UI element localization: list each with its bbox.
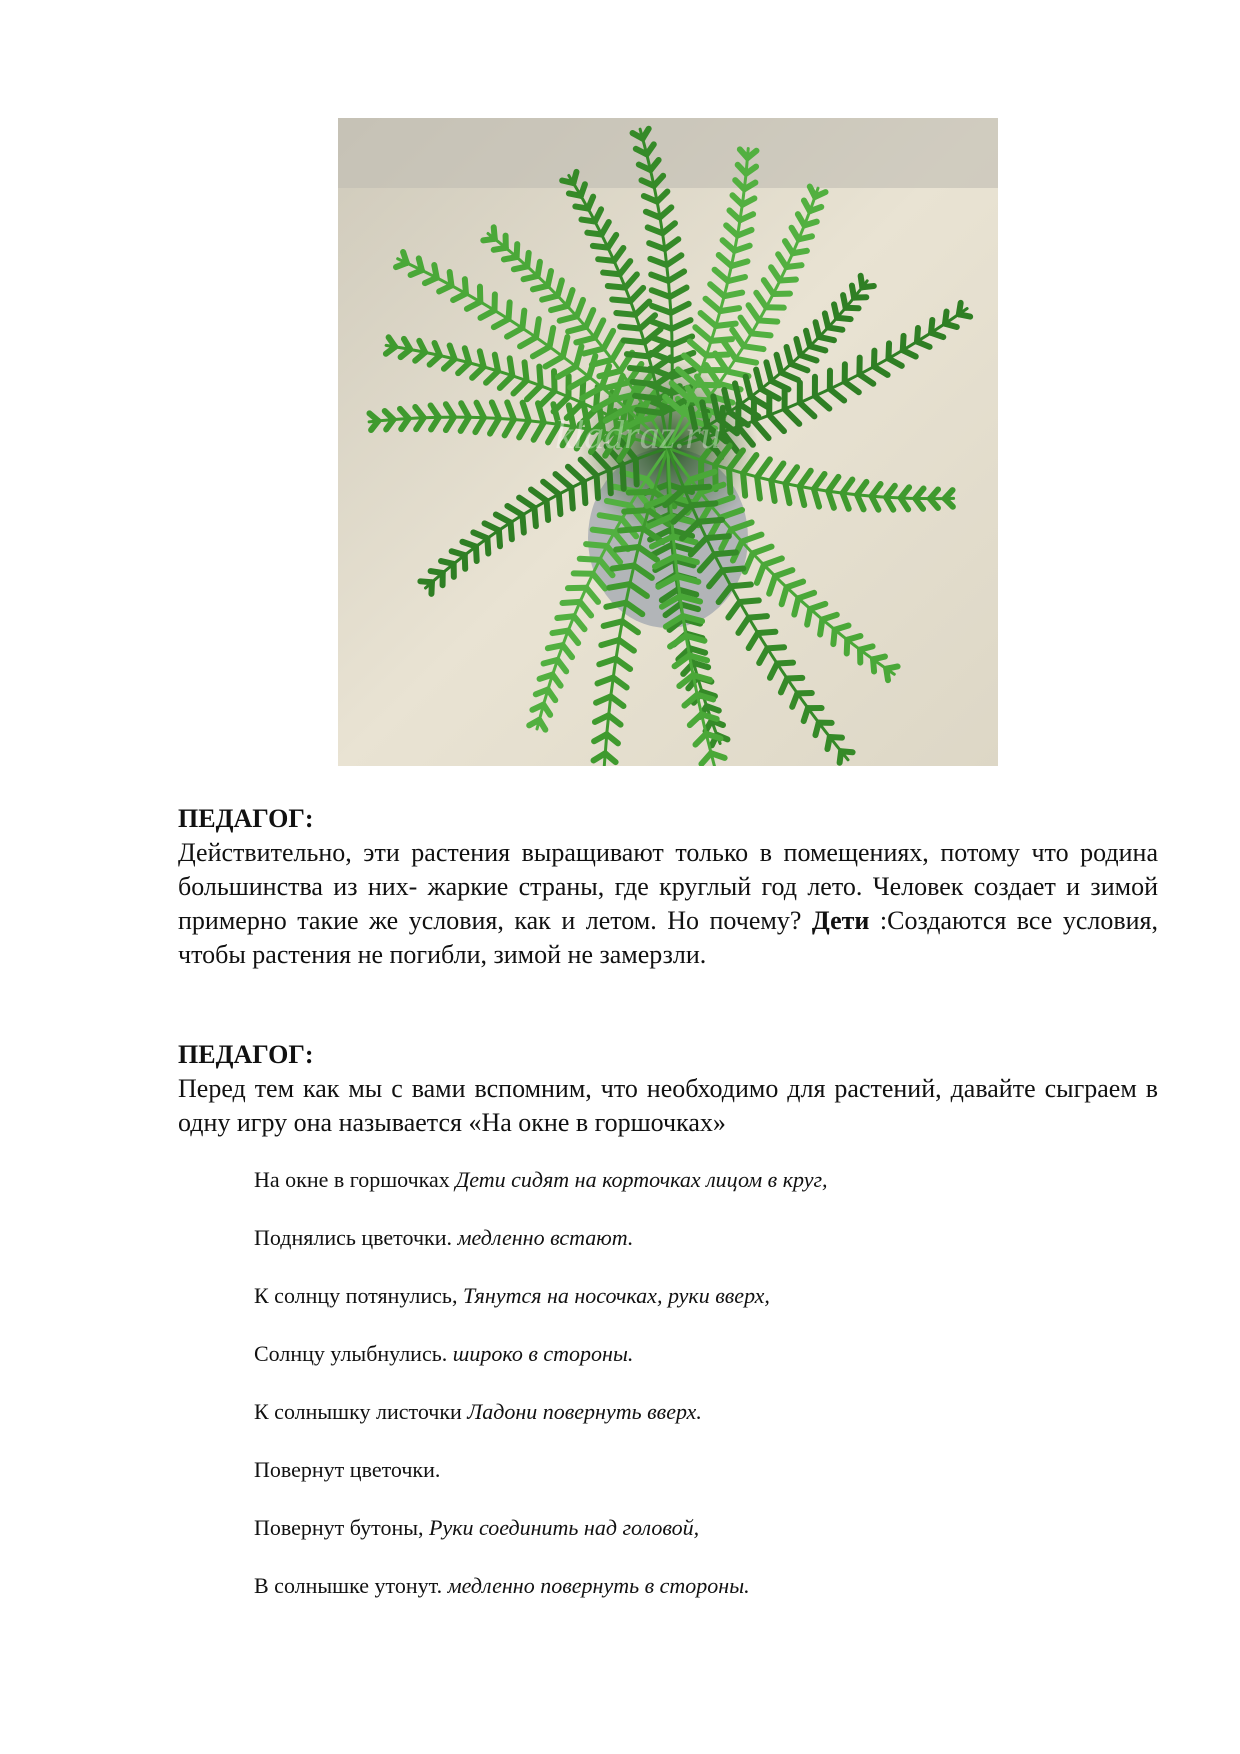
- poem-line: [254, 1456, 1114, 1514]
- fern-leaflet: [483, 239, 494, 241]
- fern-leaflet: [616, 313, 635, 315]
- fern-leaflet: [706, 536, 728, 538]
- fern-leaflet: [888, 343, 889, 358]
- fern-leaflet: [487, 538, 488, 553]
- fern-icon: [338, 118, 998, 766]
- poem-text: К солнышку листочки: [254, 1399, 468, 1424]
- poem-text: Повернут цветочки.: [254, 1457, 441, 1482]
- fern-leaflet: [861, 276, 863, 287]
- fern-leaflet: [707, 706, 719, 710]
- fern-leaflet: [777, 663, 793, 664]
- fern-leaflet: [494, 248, 506, 250]
- poem-line: [254, 1166, 1114, 1224]
- fern-leaflet: [396, 263, 407, 267]
- fern-leaflet: [476, 547, 477, 561]
- fern-leaflet: [600, 515, 622, 519]
- poem-line: [254, 1572, 1114, 1630]
- fern-photo: [338, 118, 998, 766]
- fern-leaflet: [542, 296, 557, 300]
- poem-text: Повернут бутоны,: [254, 1515, 430, 1540]
- fern-leaflet: [608, 286, 625, 288]
- fern-leaflet: [603, 273, 620, 275]
- fern-leaflet: [620, 529, 643, 531]
- fern-leaflet: [593, 246, 608, 248]
- fern-leaflet: [757, 477, 760, 499]
- fern-leaflet: [736, 359, 757, 363]
- game-poem: [254, 1166, 1114, 1630]
- fern-leaflet: [575, 206, 588, 208]
- fern-leaflet: [903, 336, 904, 350]
- fern-leaflet: [624, 340, 645, 342]
- poem-text: На окне в горшочках: [254, 1167, 456, 1192]
- fern-leaflet: [584, 481, 585, 503]
- fern-leaflet: [743, 473, 745, 495]
- fern-leaflet: [806, 331, 810, 346]
- poem-line: [254, 1398, 1114, 1456]
- fern-leaflet: [597, 476, 598, 499]
- fern-leaflet: [843, 295, 846, 308]
- poem-action: Тянутся на носочках, руки вверх,: [462, 1283, 770, 1308]
- fern-leaflet: [767, 647, 784, 648]
- fern-leaflet: [787, 678, 802, 679]
- watermark: kladraz.ru: [555, 412, 721, 457]
- fern-leaflet: [684, 487, 709, 489]
- teacher-heading: ПЕДАГОГ:: [178, 804, 314, 833]
- fern-leaflet: [931, 320, 932, 333]
- fern-leaflet: [562, 181, 573, 184]
- fern-leaflet: [886, 666, 897, 668]
- fern-leaflet: [522, 515, 523, 532]
- fern-leaflet: [629, 492, 654, 493]
- fern-leaflet: [714, 552, 736, 554]
- fern-leaflet: [624, 510, 648, 511]
- fern-leaflet: [559, 494, 561, 514]
- fern-leaflet: [785, 484, 789, 504]
- fern-leaflet: [612, 299, 630, 301]
- fern-leaflet: [722, 569, 743, 571]
- poem-text: Поднялись цветочки.: [254, 1225, 458, 1250]
- fern-leaflet: [758, 632, 776, 633]
- fern-leaflet: [835, 626, 849, 630]
- fern-leaflet: [834, 304, 837, 317]
- fern-leaflet: [620, 327, 640, 329]
- fern-leaflet: [627, 354, 649, 356]
- fern-leaflet: [610, 470, 611, 493]
- teacher-block-1: [178, 802, 1158, 972]
- teacher-heading: ПЕДАГОГ:: [178, 1040, 314, 1069]
- fern-leaflet: [635, 396, 659, 399]
- fern-leaflet: [581, 220, 595, 222]
- fern-leaflet: [633, 382, 656, 385]
- fern-leaflet: [609, 584, 630, 588]
- fern-leaflet: [613, 565, 634, 568]
- fern-leaflet: [534, 508, 535, 526]
- fern-leaflet: [847, 636, 860, 640]
- poem-text: К солнцу потянулись,: [254, 1283, 463, 1308]
- fern-leaflet: [959, 303, 961, 314]
- fern-leaflet: [716, 324, 736, 326]
- fern-leaflet: [841, 751, 853, 752]
- fern-leaflet: [616, 547, 638, 550]
- fern-leaflet: [699, 520, 722, 522]
- fern-leaflet: [606, 603, 626, 607]
- fern-leaflet: [504, 257, 517, 259]
- fern-leaflet: [499, 530, 500, 546]
- poem-line: [254, 1282, 1114, 1340]
- poem-line: [254, 1514, 1114, 1572]
- poem-action: Руки соединить над головой,: [429, 1515, 700, 1540]
- fern-leaflet: [593, 530, 615, 533]
- fern-leaflet: [533, 286, 548, 290]
- paragraph: [178, 836, 1158, 972]
- fern-leaflet: [569, 193, 581, 195]
- fern-leaflet: [514, 266, 527, 269]
- fern-leaflet: [852, 286, 854, 298]
- fern-leaflet: [740, 600, 759, 602]
- fern-leaflet: [690, 648, 705, 652]
- fern-leaflet: [749, 616, 767, 617]
- fern-leaflet: [729, 469, 730, 492]
- fern-leaflet: [524, 276, 538, 279]
- poem-line: [254, 1224, 1114, 1282]
- fern-leaflet: [873, 657, 885, 660]
- fern-leaflet: [830, 737, 842, 738]
- fern-leaflet: [917, 328, 918, 342]
- fern-leaflet: [560, 316, 577, 320]
- fern-leaflet: [691, 503, 715, 505]
- fern-leaflet: [816, 322, 820, 337]
- poem-text: В солнышке утонут.: [254, 1573, 448, 1598]
- fern-leaflet: [744, 346, 764, 349]
- children-label: Дети: [811, 906, 870, 935]
- fern-leaflet: [711, 339, 732, 341]
- children-text: :Создаются все условия, чтобы растения не погибли, зимой не замерзли.: [178, 906, 1158, 969]
- fern-leaflet: [771, 480, 774, 501]
- poem-action: медленно повернуть в стороны.: [447, 1573, 750, 1598]
- poem-action: широко в стороны.: [452, 1341, 634, 1366]
- fern-leaflet: [623, 464, 624, 488]
- poem-action: медленно встают.: [457, 1225, 634, 1250]
- fern-leaflet: [636, 459, 637, 484]
- poem-line: [254, 1340, 1114, 1398]
- fern-leaflet: [825, 313, 828, 327]
- fern-leaflet: [551, 306, 567, 310]
- fern-leaflet: [511, 523, 512, 540]
- paragraph-text: Действительно, эти растения выращивают только в помещениях, потому что родина большинства из них- жаркие страны, где круглый год лето. Человек создает и зимой примерно такие же условия, как и летом. Но почему?: [178, 838, 1158, 935]
- fern-leaflet: [547, 501, 549, 520]
- fern-leaflet: [630, 368, 652, 370]
- fern-leaflet: [796, 339, 800, 355]
- fern-leaflet: [554, 371, 555, 391]
- fern-leaflet: [706, 355, 728, 356]
- fern-leaflet: [731, 585, 751, 587]
- fern-leaflet: [694, 663, 709, 667]
- fern-leaflet: [586, 544, 607, 546]
- poem-text: Солнцу улыбнулись.: [254, 1341, 453, 1366]
- poem-action: Дети сидят на корточках лицом в круг,: [455, 1167, 828, 1192]
- poem-action: Ладони повернуть вверх.: [467, 1399, 702, 1424]
- fern-leaflet: [860, 646, 873, 649]
- fern-leaflet: [571, 488, 573, 509]
- teacher-block-2: [178, 1038, 1158, 1140]
- fern-leaflet: [587, 233, 601, 235]
- fern-leaflet: [598, 259, 614, 261]
- fern-leaflet: [580, 559, 600, 560]
- fern-leaflet: [945, 312, 947, 324]
- paragraph: Перед тем как мы с вами вспомним, что необходимо для растений, давайте сыграем в одну игру она называется «На окне в горшочках»: [178, 1074, 1158, 1137]
